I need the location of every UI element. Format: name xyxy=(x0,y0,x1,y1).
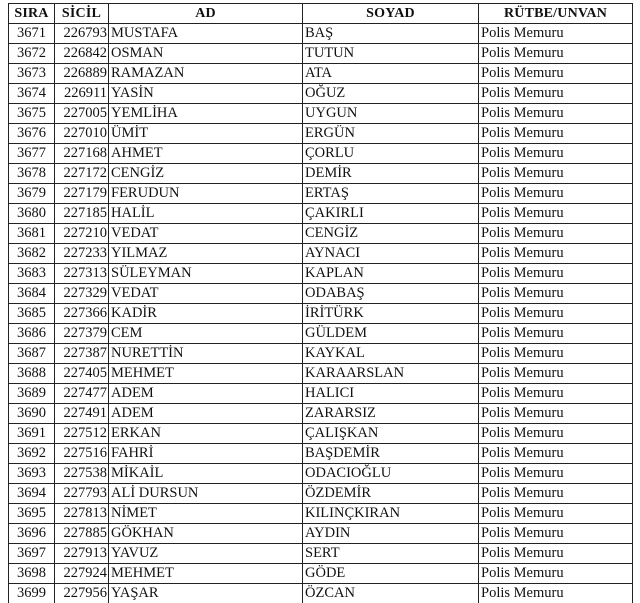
cell-rutbe: Polis Memuru xyxy=(479,104,633,124)
cell-ad: CENGİZ xyxy=(109,164,303,184)
cell-rutbe: Polis Memuru xyxy=(479,164,633,184)
cell-soyad: ZARARSIZ xyxy=(303,404,479,424)
cell-ad: YAVUZ xyxy=(109,544,303,564)
cell-sicil: 227168 xyxy=(55,144,109,164)
cell-sira: 3686 xyxy=(9,324,55,344)
cell-ad: KADİR xyxy=(109,304,303,324)
table-row xyxy=(9,204,633,224)
cell-rutbe: Polis Memuru xyxy=(479,344,633,364)
cell-rutbe: Polis Memuru xyxy=(479,484,633,504)
cell-ad: AHMET xyxy=(109,144,303,164)
cell-rutbe: Polis Memuru xyxy=(479,264,633,284)
cell-sicil: 227185 xyxy=(55,204,109,224)
cell-ad: YAŞAR xyxy=(109,584,303,603)
cell-soyad: ÇORLU xyxy=(303,144,479,164)
cell-soyad: KAYKAL xyxy=(303,344,479,364)
cell-rutbe: Polis Memuru xyxy=(479,224,633,244)
cell-sira: 3691 xyxy=(9,424,55,444)
cell-soyad: İRİTÜRK xyxy=(303,304,479,324)
cell-rutbe: Polis Memuru xyxy=(479,144,633,164)
cell-soyad: GÖDE xyxy=(303,564,479,584)
cell-rutbe: Polis Memuru xyxy=(479,364,633,384)
cell-soyad: ODABAŞ xyxy=(303,284,479,304)
cell-sicil: 227329 xyxy=(55,284,109,304)
cell-ad: RAMAZAN xyxy=(109,64,303,84)
cell-ad: OSMAN xyxy=(109,44,303,64)
cell-ad: ÜMİT xyxy=(109,124,303,144)
cell-ad: ADEM xyxy=(109,404,303,424)
cell-soyad: ATA xyxy=(303,64,479,84)
cell-ad: ALİ DURSUN xyxy=(109,484,303,504)
cell-ad: MİKAİL xyxy=(109,464,303,484)
table-row xyxy=(9,124,633,144)
cell-sicil: 227956 xyxy=(55,584,109,603)
table-row xyxy=(9,384,633,404)
cell-sicil: 227366 xyxy=(55,304,109,324)
cell-soyad: CENGİZ xyxy=(303,224,479,244)
cell-rutbe: Polis Memuru xyxy=(479,384,633,404)
cell-sicil: 227538 xyxy=(55,464,109,484)
cell-sira: 3692 xyxy=(9,444,55,464)
cell-rutbe: Polis Memuru xyxy=(479,24,633,44)
table-row xyxy=(9,404,633,424)
cell-sira: 3676 xyxy=(9,124,55,144)
header-soyad: SOYAD xyxy=(303,4,479,24)
cell-soyad: BAŞDEMİR xyxy=(303,444,479,464)
table-row xyxy=(9,24,633,44)
header-rutbe: RÜTBE/UNVAN xyxy=(479,4,633,24)
cell-rutbe: Polis Memuru xyxy=(479,304,633,324)
cell-ad: MUSTAFA xyxy=(109,24,303,44)
cell-sicil: 227512 xyxy=(55,424,109,444)
cell-rutbe: Polis Memuru xyxy=(479,524,633,544)
cell-rutbe: Polis Memuru xyxy=(479,464,633,484)
table-row xyxy=(9,184,633,204)
cell-sicil: 227210 xyxy=(55,224,109,244)
header-sicil: SİCİL xyxy=(55,4,109,24)
cell-rutbe: Polis Memuru xyxy=(479,44,633,64)
cell-sira: 3682 xyxy=(9,244,55,264)
table-row xyxy=(9,84,633,104)
table-row xyxy=(9,524,633,544)
cell-sicil: 227885 xyxy=(55,524,109,544)
cell-sicil: 227516 xyxy=(55,444,109,464)
cell-sira: 3677 xyxy=(9,144,55,164)
cell-sira: 3693 xyxy=(9,464,55,484)
cell-sicil: 227172 xyxy=(55,164,109,184)
table-row xyxy=(9,324,633,344)
cell-rutbe: Polis Memuru xyxy=(479,584,633,603)
cell-ad: VEDAT xyxy=(109,224,303,244)
cell-ad: HALİL xyxy=(109,204,303,224)
cell-sira: 3689 xyxy=(9,384,55,404)
table-row xyxy=(9,584,633,603)
table-body xyxy=(9,24,633,603)
cell-sira: 3690 xyxy=(9,404,55,424)
cell-ad: NİMET xyxy=(109,504,303,524)
cell-sira: 3684 xyxy=(9,284,55,304)
table-row xyxy=(9,224,633,244)
cell-sicil: 227387 xyxy=(55,344,109,364)
table-row xyxy=(9,144,633,164)
cell-sicil: 227313 xyxy=(55,264,109,284)
table-row xyxy=(9,164,633,184)
cell-soyad: OĞUZ xyxy=(303,84,479,104)
cell-ad: MEHMET xyxy=(109,564,303,584)
cell-rutbe: Polis Memuru xyxy=(479,424,633,444)
table-row xyxy=(9,564,633,584)
cell-soyad: KARAARSLAN xyxy=(303,364,479,384)
cell-soyad: AYDIN xyxy=(303,524,479,544)
cell-sicil: 227405 xyxy=(55,364,109,384)
cell-ad: MEHMET xyxy=(109,364,303,384)
cell-sira: 3678 xyxy=(9,164,55,184)
cell-sira: 3671 xyxy=(9,24,55,44)
cell-soyad: ERTAŞ xyxy=(303,184,479,204)
cell-ad: GÖKHAN xyxy=(109,524,303,544)
cell-sira: 3672 xyxy=(9,44,55,64)
header-ad: AD xyxy=(109,4,303,24)
cell-rutbe: Polis Memuru xyxy=(479,444,633,464)
cell-sira: 3696 xyxy=(9,524,55,544)
cell-sicil: 227233 xyxy=(55,244,109,264)
cell-ad: ERKAN xyxy=(109,424,303,444)
table-row xyxy=(9,64,633,84)
cell-soyad: KAPLAN xyxy=(303,264,479,284)
table-row xyxy=(9,344,633,364)
cell-sicil: 226842 xyxy=(55,44,109,64)
cell-soyad: ERGÜN xyxy=(303,124,479,144)
cell-soyad: AYNACI xyxy=(303,244,479,264)
cell-rutbe: Polis Memuru xyxy=(479,564,633,584)
table-row xyxy=(9,264,633,284)
cell-sira: 3683 xyxy=(9,264,55,284)
cell-sicil: 226793 xyxy=(55,24,109,44)
cell-soyad: KILINÇKIRAN xyxy=(303,504,479,524)
cell-sicil: 227913 xyxy=(55,544,109,564)
cell-rutbe: Polis Memuru xyxy=(479,544,633,564)
cell-sicil: 227491 xyxy=(55,404,109,424)
cell-sicil: 227924 xyxy=(55,564,109,584)
cell-rutbe: Polis Memuru xyxy=(479,404,633,424)
cell-soyad: UYGUN xyxy=(303,104,479,124)
cell-sicil: 227379 xyxy=(55,324,109,344)
cell-soyad: HALICI xyxy=(303,384,479,404)
cell-ad: SÜLEYMAN xyxy=(109,264,303,284)
cell-sicil: 227813 xyxy=(55,504,109,524)
cell-sicil: 227793 xyxy=(55,484,109,504)
cell-soyad: ÖZDEMİR xyxy=(303,484,479,504)
table-row xyxy=(9,424,633,444)
cell-ad: ADEM xyxy=(109,384,303,404)
table-row xyxy=(9,364,633,384)
cell-sira: 3685 xyxy=(9,304,55,324)
cell-rutbe: Polis Memuru xyxy=(479,504,633,524)
cell-sira: 3697 xyxy=(9,544,55,564)
table-row xyxy=(9,544,633,564)
cell-ad: NURETTİN xyxy=(109,344,303,364)
cell-sira: 3695 xyxy=(9,504,55,524)
table-row xyxy=(9,464,633,484)
cell-soyad: BAŞ xyxy=(303,24,479,44)
cell-sicil: 226911 xyxy=(55,84,109,104)
cell-sicil: 227010 xyxy=(55,124,109,144)
table-row xyxy=(9,504,633,524)
cell-sicil: 226889 xyxy=(55,64,109,84)
cell-soyad: ÇALIŞKAN xyxy=(303,424,479,444)
header-sira: SIRA xyxy=(9,4,55,24)
cell-ad: FAHRİ xyxy=(109,444,303,464)
cell-sicil: 227179 xyxy=(55,184,109,204)
cell-soyad: ÖZCAN xyxy=(303,584,479,603)
cell-soyad: TUTUN xyxy=(303,44,479,64)
cell-sira: 3673 xyxy=(9,64,55,84)
cell-sicil: 227477 xyxy=(55,384,109,404)
cell-soyad: ODACIOĞLU xyxy=(303,464,479,484)
cell-sira: 3687 xyxy=(9,344,55,364)
table-row xyxy=(9,444,633,464)
table-row xyxy=(9,304,633,324)
cell-rutbe: Polis Memuru xyxy=(479,64,633,84)
personnel-table xyxy=(8,3,633,603)
table-row xyxy=(9,244,633,264)
cell-ad: YASİN xyxy=(109,84,303,104)
cell-sicil: 227005 xyxy=(55,104,109,124)
table-row xyxy=(9,104,633,124)
cell-ad: YEMLİHA xyxy=(109,104,303,124)
cell-rutbe: Polis Memuru xyxy=(479,324,633,344)
cell-ad: VEDAT xyxy=(109,284,303,304)
cell-ad: FERUDUN xyxy=(109,184,303,204)
cell-soyad: GÜLDEM xyxy=(303,324,479,344)
cell-soyad: DEMİR xyxy=(303,164,479,184)
cell-ad: CEM xyxy=(109,324,303,344)
cell-rutbe: Polis Memuru xyxy=(479,204,633,224)
table-row xyxy=(9,44,633,64)
cell-rutbe: Polis Memuru xyxy=(479,84,633,104)
cell-soyad: SERT xyxy=(303,544,479,564)
cell-sira: 3675 xyxy=(9,104,55,124)
cell-soyad: ÇAKIRLI xyxy=(303,204,479,224)
table-row xyxy=(9,484,633,504)
cell-ad: YILMAZ xyxy=(109,244,303,264)
cell-sira: 3698 xyxy=(9,564,55,584)
table-header-row xyxy=(9,4,633,24)
cell-sira: 3680 xyxy=(9,204,55,224)
cell-rutbe: Polis Memuru xyxy=(479,124,633,144)
cell-sira: 3681 xyxy=(9,224,55,244)
cell-rutbe: Polis Memuru xyxy=(479,284,633,304)
cell-sira: 3699 xyxy=(9,584,55,603)
cell-rutbe: Polis Memuru xyxy=(479,244,633,264)
cell-sira: 3674 xyxy=(9,84,55,104)
cell-rutbe: Polis Memuru xyxy=(479,184,633,204)
cell-sira: 3694 xyxy=(9,484,55,504)
cell-sira: 3688 xyxy=(9,364,55,384)
table-row xyxy=(9,284,633,304)
cell-sira: 3679 xyxy=(9,184,55,204)
